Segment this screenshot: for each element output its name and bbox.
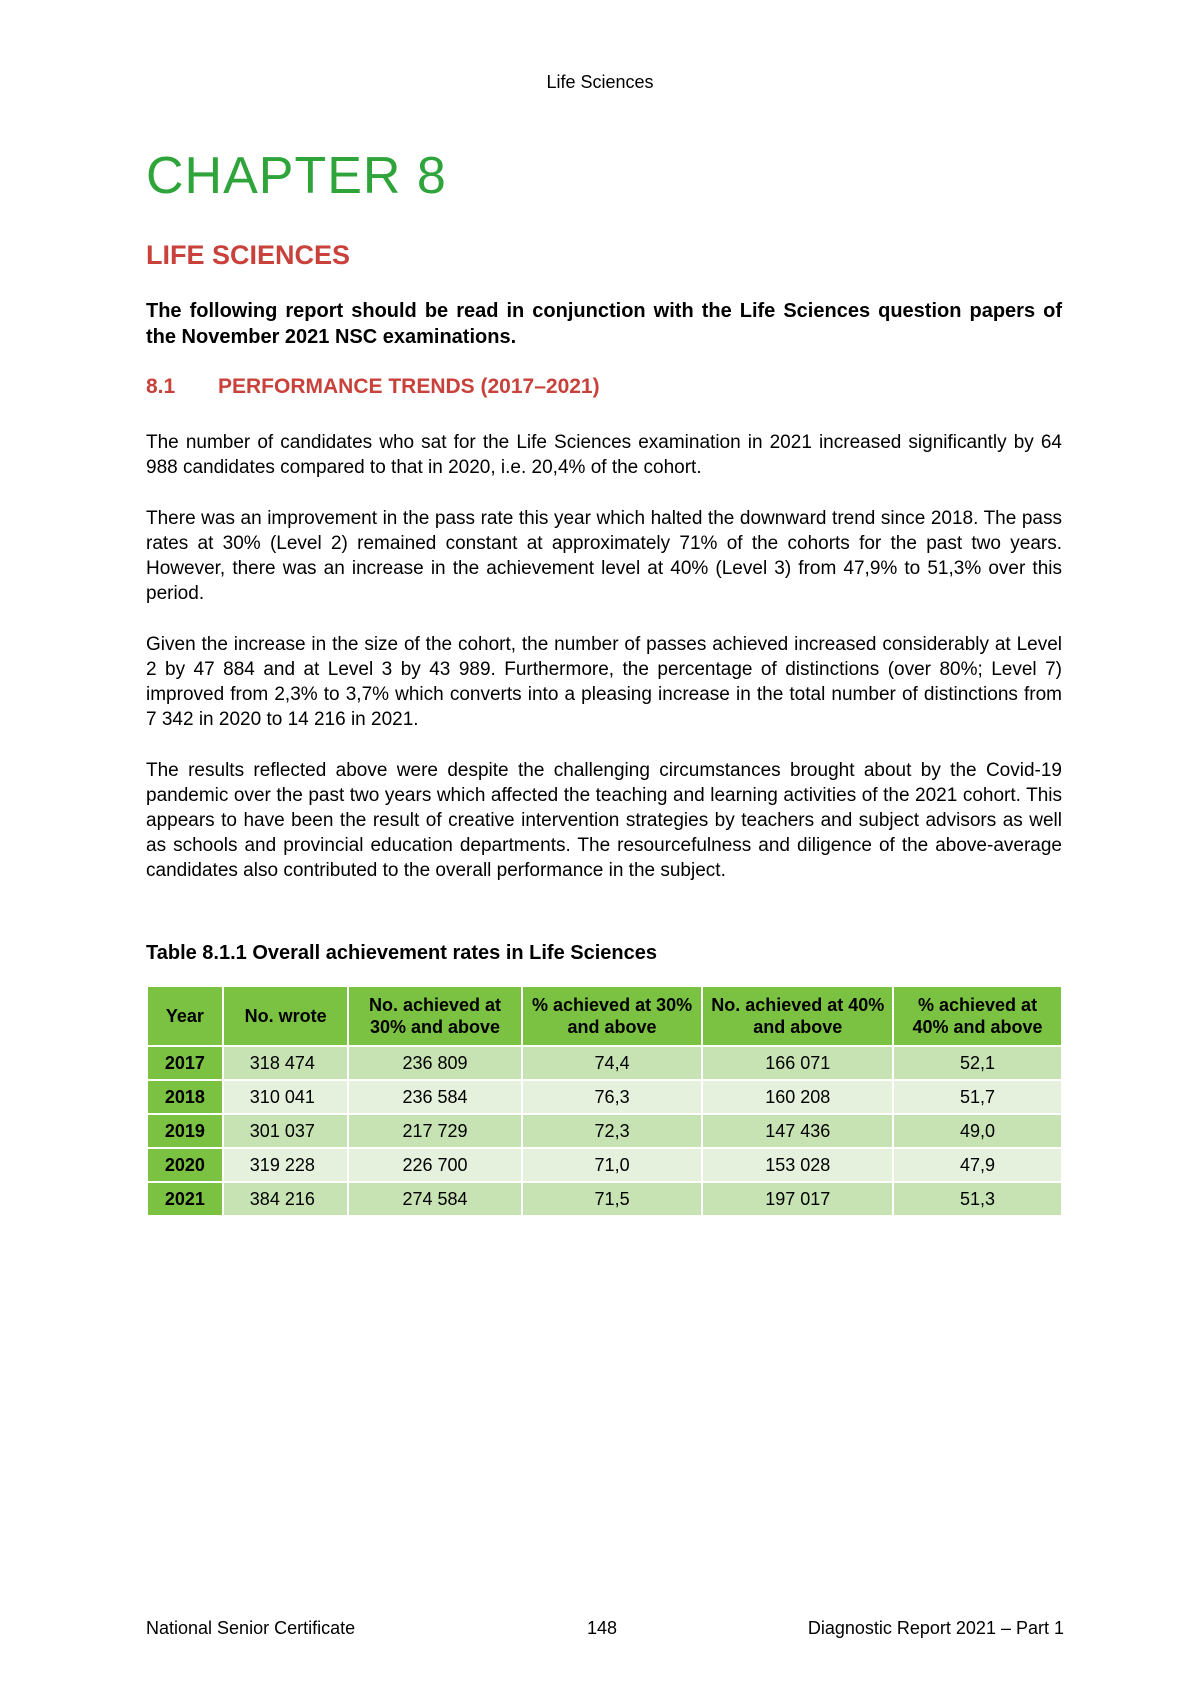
table-row	[147, 1046, 1062, 1080]
table-row	[147, 1114, 1062, 1148]
header-no-wrote: No. wrote	[223, 986, 349, 1046]
cell-no-30: 226 700	[348, 1148, 521, 1182]
cell-year: 2019	[147, 1114, 223, 1148]
table-caption: Table 8.1.1 Overall achievement rates in Life Sciences	[146, 942, 657, 964]
cell-pct-40: 47,9	[893, 1148, 1062, 1182]
cell-no-30: 217 729	[348, 1114, 521, 1148]
cell-no-40: 197 017	[702, 1182, 893, 1216]
header-year: Year	[147, 986, 223, 1046]
footer-right: Diagnostic Report 2021 – Part 1	[807, 1618, 1064, 1638]
table-row	[147, 1182, 1062, 1216]
footer-left: National Senior Certificate	[146, 1618, 356, 1638]
table-header-row	[147, 986, 1062, 1046]
cell-year: 2020	[147, 1148, 223, 1182]
cell-pct-40: 51,3	[893, 1182, 1062, 1216]
intro-note: The following report should be read in conjunction with the Life Sciences question papers of the November 2021 NSC examinations.	[146, 300, 1062, 348]
header-pct-30: % achieved at 30% and above	[522, 986, 703, 1046]
cell-pct-40: 52,1	[893, 1046, 1062, 1080]
section-title: PERFORMANCE TRENDS (2017–2021)	[218, 375, 600, 398]
cell-pct-30: 71,5	[522, 1182, 703, 1216]
paragraph: The number of candidates who sat for the Life Sciences examination in 2021 increased significantly by 64 988 candidates compared to that in 2020, i.e. 20,4% of the cohort.	[146, 432, 1062, 478]
cell-pct-30: 71,0	[522, 1148, 703, 1182]
cell-year: 2021	[147, 1182, 223, 1216]
cell-pct-40: 49,0	[893, 1114, 1062, 1148]
cell-year: 2017	[147, 1046, 223, 1080]
cell-no-wrote: 384 216	[223, 1182, 349, 1216]
cell-year: 2018	[147, 1080, 223, 1114]
cell-no-30: 236 809	[348, 1046, 521, 1080]
header-no-40: No. achieved at 40% and above	[702, 986, 893, 1046]
cell-no-30: 236 584	[348, 1080, 521, 1114]
achievement-table	[146, 985, 1063, 1217]
cell-no-40: 147 436	[702, 1114, 893, 1148]
header-pct-40: % achieved at 40% and above	[893, 986, 1062, 1046]
cell-no-wrote: 319 228	[223, 1148, 349, 1182]
section-heading	[146, 375, 600, 399]
header-no-30: No. achieved at 30% and above	[348, 986, 521, 1046]
cell-pct-30: 74,4	[522, 1046, 703, 1080]
cell-pct-30: 72,3	[522, 1114, 703, 1148]
cell-no-wrote: 301 037	[223, 1114, 349, 1148]
paragraph: The results reflected above were despite the challenging circumstances brought about by the Covid-19 pandemic over the past two years which affected the teaching and learning activities of the 2021 cohort. This appears to have been the result of creative intervention strategies by teachers and subject advisors as well as schools and provincial education departments. The resourcefulness and diligence of the above-average candidates also contributed to the overall performance in the subject.	[146, 760, 1062, 881]
paragraph: Given the increase in the size of the cohort, the number of passes achieved increased considerably at Level 2 by 47 884 and at Level 3 by 43 989. Furthermore, the percentage of distinctions (over 80%; Level 7) improved from 2,3% to 3,7% which converts into a pleasing increase in the total number of distinctions from 7 342 in 2020 to 14 216 in 2021.	[146, 634, 1062, 730]
cell-no-40: 160 208	[702, 1080, 893, 1114]
cell-no-30: 274 584	[348, 1182, 521, 1216]
page-number: 148	[586, 1618, 618, 1638]
table-row	[147, 1148, 1062, 1182]
section-number: 8.1	[146, 375, 176, 398]
chapter-title: CHAPTER 8	[146, 147, 447, 205]
cell-no-wrote: 310 041	[223, 1080, 349, 1114]
cell-pct-30: 76,3	[522, 1080, 703, 1114]
running-header: Life Sciences	[546, 72, 654, 92]
subject-heading: LIFE SCIENCES	[146, 240, 351, 270]
cell-no-wrote: 318 474	[223, 1046, 349, 1080]
cell-pct-40: 51,7	[893, 1080, 1062, 1114]
table-row	[147, 1080, 1062, 1114]
cell-no-40: 153 028	[702, 1148, 893, 1182]
cell-no-40: 166 071	[702, 1046, 893, 1080]
paragraph: There was an improvement in the pass rate this year which halted the downward trend since 2018. The pass rates at 30% (Level 2) remained constant at approximately 71% of the cohorts for the past two years. However, there was an increase in the achievement level at 40% (Level 3) from 47,9% to 51,3% over this period.	[146, 508, 1062, 604]
